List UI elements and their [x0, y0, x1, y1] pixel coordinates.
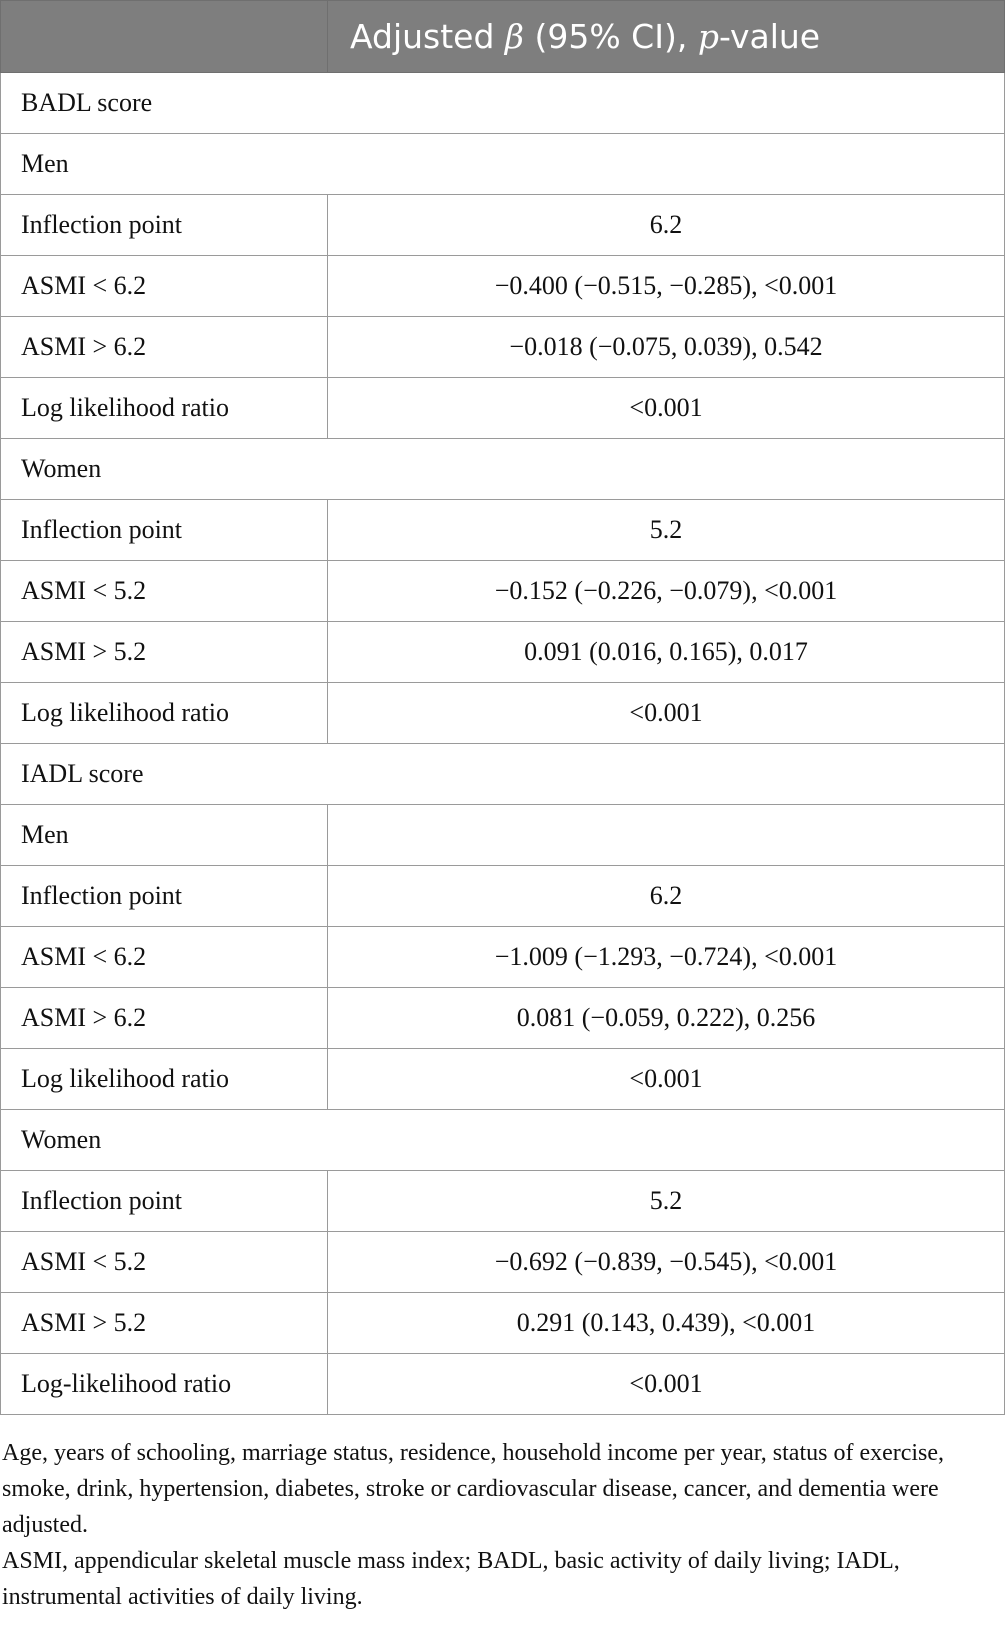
row-value [328, 1110, 1005, 1171]
row-label: ASMI > 5.2 [1, 1293, 328, 1354]
footnote-abbreviations: ASMI, appendicular skeletal muscle mass index; BADL, basic activity of daily living; IADL, instrumental activities of daily living. [2, 1548, 900, 1610]
header-suffix: -value [718, 17, 821, 56]
row-value: <0.001 [328, 1049, 1005, 1110]
table-row [1, 744, 1005, 805]
header-value-column [328, 1, 1005, 73]
row-label: Inflection point [1, 866, 328, 927]
row-value: 6.2 [328, 866, 1005, 927]
row-label: BADL score [1, 73, 328, 134]
row-label: Log-likelihood ratio [1, 1354, 328, 1415]
row-value: −0.018 (−0.075, 0.039), 0.542 [328, 317, 1005, 378]
row-label: ASMI < 6.2 [1, 927, 328, 988]
row-value [328, 805, 1005, 866]
row-label: Log likelihood ratio [1, 378, 328, 439]
row-label: ASMI < 6.2 [1, 256, 328, 317]
table-row [1, 805, 1005, 866]
row-value: −0.692 (−0.839, −0.545), <0.001 [328, 1232, 1005, 1293]
row-label: Inflection point [1, 195, 328, 256]
table-row [1, 195, 1005, 256]
table-row [1, 561, 1005, 622]
row-label: Log likelihood ratio [1, 1049, 328, 1110]
row-label: Men [1, 134, 328, 195]
table-row [1, 1110, 1005, 1171]
row-value [328, 134, 1005, 195]
row-value: <0.001 [328, 378, 1005, 439]
table-row [1, 1049, 1005, 1110]
table-body [1, 73, 1005, 1415]
table-row [1, 73, 1005, 134]
table-row [1, 683, 1005, 744]
table-row [1, 1293, 1005, 1354]
header-prefix: Adjusted [350, 17, 505, 56]
row-label: Log likelihood ratio [1, 683, 328, 744]
row-label: ASMI < 5.2 [1, 1232, 328, 1293]
row-value: <0.001 [328, 1354, 1005, 1415]
row-label: ASMI > 5.2 [1, 622, 328, 683]
table-row [1, 866, 1005, 927]
row-value: 5.2 [328, 1171, 1005, 1232]
header-label-column [1, 1, 328, 73]
row-value: <0.001 [328, 683, 1005, 744]
row-label: Women [1, 1110, 328, 1171]
row-value: 0.081 (−0.059, 0.222), 0.256 [328, 988, 1005, 1049]
row-label: Women [1, 439, 328, 500]
row-label: IADL score [1, 744, 328, 805]
row-label: ASMI > 6.2 [1, 317, 328, 378]
table-row [1, 134, 1005, 195]
row-label: Men [1, 805, 328, 866]
row-value [328, 439, 1005, 500]
table-row [1, 317, 1005, 378]
row-value: 0.291 (0.143, 0.439), <0.001 [328, 1293, 1005, 1354]
row-label: Inflection point [1, 500, 328, 561]
table-row [1, 1171, 1005, 1232]
row-value [328, 73, 1005, 134]
row-label: ASMI > 6.2 [1, 988, 328, 1049]
table-row [1, 256, 1005, 317]
row-value: −1.009 (−1.293, −0.724), <0.001 [328, 927, 1005, 988]
table-row [1, 439, 1005, 500]
row-label: Inflection point [1, 1171, 328, 1232]
row-value: −0.152 (−0.226, −0.079), <0.001 [328, 561, 1005, 622]
row-value [328, 744, 1005, 805]
table-row [1, 378, 1005, 439]
table-row [1, 500, 1005, 561]
table-footnote [2, 1435, 997, 1615]
row-value: 6.2 [328, 195, 1005, 256]
header-beta-symbol: β [504, 17, 524, 56]
header-ci: (95% CI), [523, 17, 698, 56]
row-value: −0.400 (−0.515, −0.285), <0.001 [328, 256, 1005, 317]
row-value: 0.091 (0.016, 0.165), 0.017 [328, 622, 1005, 683]
table-row [1, 622, 1005, 683]
table-row [1, 1232, 1005, 1293]
row-label: ASMI < 5.2 [1, 561, 328, 622]
table-row [1, 1354, 1005, 1415]
table-row [1, 927, 1005, 988]
row-value: 5.2 [328, 500, 1005, 561]
footnote-adjustment: Age, years of schooling, marriage status, residence, household income per year, status of exercise, smoke, drink, hypertension, diabetes, stroke or cardiovascular disease, cancer, and dementia were adjusted. [2, 1440, 945, 1538]
table-header-row [1, 1, 1005, 73]
table-row [1, 988, 1005, 1049]
header-p-symbol: p [697, 17, 719, 56]
